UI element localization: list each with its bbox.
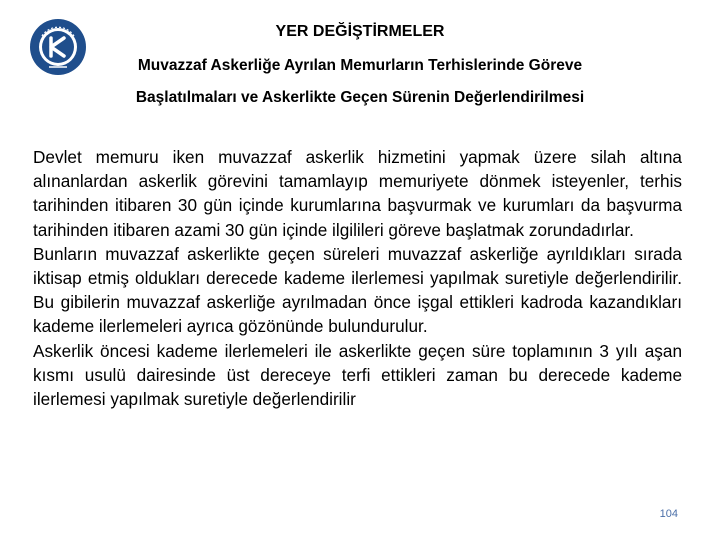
paragraph: Askerlik öncesi kademe ilerlemeleri ile askerlikte geçen süre toplamının 3 yılı aşan kısmı usulü dairesinde üst dereceye terfi ettikleri zaman bu derecede kademe ilerlemesi yapılmak suretiyle değerlendirilir [33,340,682,410]
body-text [33,145,682,411]
subtitle-line-1: Muvazzaf Askerliğe Ayrılan Memurların Terhislerinde Göreve [137,57,583,74]
paragraph: Bunların muvazzaf askerlikte geçen süreleri muvazzaf askerliğe ayrıldıkları sırada iktisap etmiş oldukları derecede kademe ilerlemesi yapılmak suretiyle değerlendirilir. Bu gibilerin muvazzaf askerliğe ayrılmadan önce işgal ettikleri kadroda kazandıkları kademe ilerlemeleri ayrıca gözönünde bulundurulur. [33,243,682,337]
subtitle-line-2: Başlatılmaları ve Askerlikte Geçen Sürenin Değerlendirilmesi [135,89,585,106]
page-title: YER DEĞİŞTİRMELER [275,23,445,40]
paragraph: Devlet memuru iken muvazzaf askerlik hizmetini yapmak üzere silah altına alınanlardan askerlik görevini tamamlayıp memuriyete dönmek isteyenler, terhis tarihinden itibaren 30 gün içinde kurumlarına başvurmak ve kurumları da başvurma tarihinden itibaren azami 30 gün içinde ilgilileri göreve başlatmak zorundadırlar. [33,147,682,240]
page-number: 104 [659,508,678,520]
